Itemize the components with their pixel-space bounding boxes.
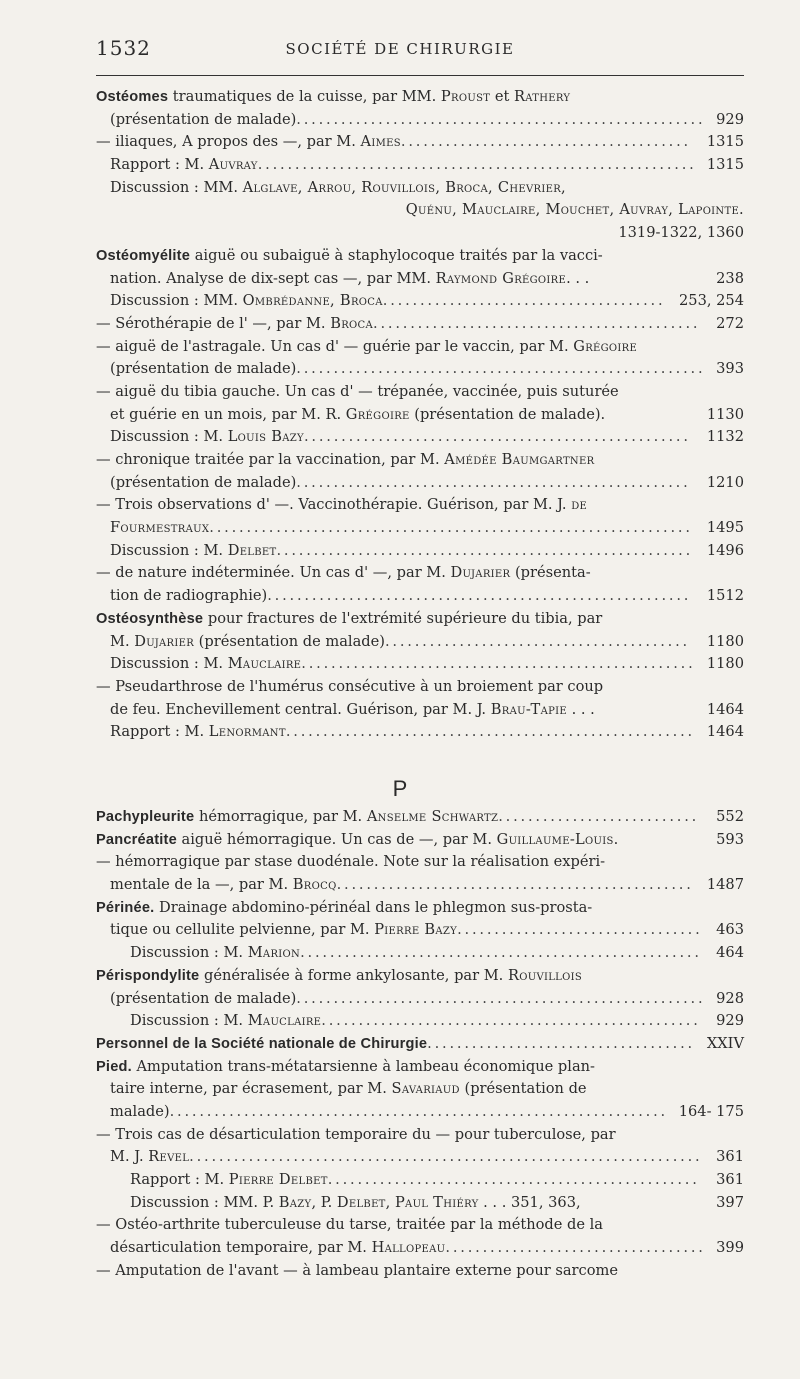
- entry-text: [96, 247, 603, 264]
- entry-fragment: — Trois observations d' —. Vaccinothérapie. Guérison, par M. J.: [96, 496, 572, 514]
- author-name: Ombrédanne, Broca: [242, 292, 383, 310]
- entry-text: [96, 853, 605, 870]
- dot-leader: .................................: [457, 921, 703, 939]
- entry-fragment: . . .: [566, 700, 595, 718]
- entry-text: [96, 133, 691, 150]
- index-term: Ostéosynthèse: [96, 610, 204, 627]
- index-entry-line: [96, 806, 744, 829]
- entry-fragment: et guérie en un mois, par M. R.: [110, 405, 346, 423]
- index-entry-line: [96, 222, 744, 245]
- author-name: Quénu, Mauclaire, Mouchet, Auvray, Lapointe.: [405, 201, 744, 219]
- entry-fragment: Rapport : M.: [110, 156, 209, 174]
- entry-fragment: — chronique traitée par la vaccination, par M.: [96, 451, 445, 468]
- author-name: de: [571, 496, 588, 514]
- entry-fragment: et: [490, 88, 514, 105]
- entry-text: [96, 1262, 618, 1279]
- dot-leader: .........................................................: [267, 587, 692, 605]
- entry-fragment: (présentation de malade): [110, 360, 297, 378]
- index-entry-line: [96, 449, 744, 472]
- page-reference: 928: [716, 989, 744, 1007]
- page-reference: 1315: [706, 133, 744, 151]
- dot-leader: ....................................................: [303, 428, 691, 446]
- index-term: Ostéomes: [96, 89, 169, 105]
- page-reference: 1180: [706, 655, 744, 673]
- index-entry-line: [96, 676, 744, 699]
- index-entry-line: [96, 494, 744, 517]
- index-entry-line: [96, 358, 744, 381]
- index-entry-line: [96, 585, 744, 608]
- entry-fragment: — Pseudarthrose de l'humérus consécutive à un broiement par coup: [96, 677, 604, 695]
- entry-text: [110, 876, 694, 893]
- page-reference: 1464: [706, 723, 744, 741]
- author-name: Guillaume-Louis: [496, 830, 614, 848]
- entry-text: [96, 496, 587, 513]
- author-name: Fourmestraux: [110, 519, 210, 537]
- page-reference: XXIV: [706, 1034, 744, 1052]
- entry-text: [96, 383, 619, 400]
- author-name: Mauclaire: [227, 655, 302, 673]
- author-name: Alglave, Arrou, Rouvillois, Broca, Chevrier,: [242, 178, 566, 196]
- author-name: Amédée Baumgartner: [444, 451, 595, 468]
- page-number: 1532: [96, 36, 151, 60]
- author-name: Hallopeau: [371, 1239, 446, 1257]
- entry-text: [96, 678, 603, 695]
- entry-text: [110, 633, 690, 650]
- dot-leader: .......................................................: [296, 989, 706, 1007]
- entry-text: [96, 1035, 695, 1052]
- author-name: Rouvillois: [507, 966, 583, 984]
- page-reference: 1315: [706, 156, 744, 174]
- index-entry-line: [96, 1010, 744, 1033]
- entry-fragment: de feu. Enchevillement central. Guérison, par M. J.: [110, 700, 491, 718]
- page-reference: 552: [716, 808, 744, 825]
- index-entry-line: [96, 988, 744, 1011]
- entry-fragment: (présentation de malade): [110, 110, 297, 128]
- index-entry-line: [96, 1260, 744, 1283]
- dot-leader: ...........................: [498, 808, 700, 825]
- dot-leader: .................................................................: [209, 519, 693, 537]
- author-name: Grégoire: [573, 337, 638, 355]
- entry-text: [110, 1103, 668, 1120]
- entry-fragment: mentale de la —, par M.: [110, 876, 293, 894]
- page-reference: 361: [716, 1148, 744, 1166]
- page-reference: 1464: [706, 700, 744, 718]
- entry-text: [110, 1148, 702, 1165]
- entry-text: [110, 156, 697, 173]
- page-header: [0, 32, 800, 62]
- page-reference: 929: [716, 1012, 744, 1030]
- page-reference: 929: [716, 110, 744, 128]
- index-entry-line: [96, 1101, 744, 1124]
- entry-fragment: (présentation de malade): [194, 632, 385, 650]
- entry-text: [96, 967, 582, 984]
- page-reference: 399: [716, 1239, 744, 1257]
- entry-fragment: Drainage abdomino-périnéal dans le phlegmon sus-prosta-: [154, 898, 593, 916]
- page-reference: 397: [716, 1193, 744, 1211]
- entry-text: [96, 1058, 595, 1075]
- index-term: Pied.: [96, 1058, 132, 1075]
- entry-fragment: — Trois cas de désarticulation temporaire du — pour tuberculose, par: [96, 1125, 616, 1143]
- index-entry-line: [96, 472, 744, 495]
- entry-text: [96, 88, 570, 105]
- index-entry-line: [96, 829, 744, 852]
- dot-leader: ............................................: [373, 314, 701, 332]
- dot-leader: .......................................................: [296, 110, 706, 128]
- entry-text: [96, 564, 591, 581]
- dot-leader: .......................................: [400, 133, 691, 151]
- entry-fragment: (présentation de malade): [110, 473, 297, 491]
- page-reference: 393: [716, 360, 744, 378]
- dot-leader: .....................................................................: [189, 1148, 703, 1166]
- author-name: Broca: [330, 314, 374, 332]
- index-entry-line: [96, 1033, 744, 1056]
- author-name: Savariaud: [391, 1080, 460, 1098]
- entry-text: [96, 610, 602, 627]
- entry-text: [130, 1194, 581, 1211]
- section-letter: P: [392, 776, 408, 801]
- author-name: Revel: [148, 1148, 190, 1166]
- index-term: Ostéomyélite: [96, 247, 191, 264]
- entry-text: [618, 224, 744, 241]
- entry-fragment: aiguë ou subaiguë à staphylocoque traités par la vacci-: [190, 246, 603, 264]
- entry-fragment: taire interne, par écrasement, par M.: [110, 1080, 392, 1098]
- author-name: Aimes: [360, 133, 401, 151]
- entry-fragment: M.: [110, 632, 135, 650]
- index-entry-line: [96, 653, 744, 676]
- author-name: Delbet: [336, 1193, 386, 1211]
- author-name: Grégoire: [345, 405, 410, 423]
- index-entry-line: [96, 897, 744, 920]
- author-name: Marion: [247, 944, 301, 962]
- header-rule: [96, 75, 744, 76]
- index-entry-line: [96, 874, 744, 897]
- entry-fragment: Discussion : MM.: [110, 292, 243, 310]
- entry-fragment: nation. Analyse de dix-sept cas —, par MM.: [110, 269, 436, 287]
- entry-text: [110, 587, 691, 604]
- page-reference: 238: [716, 269, 744, 287]
- entry-text: [96, 1126, 616, 1143]
- entry-text: [96, 899, 592, 916]
- index-entry-line: [96, 1146, 744, 1169]
- author-name: Anselme Schwartz: [366, 808, 499, 825]
- index-entry-line: [96, 154, 744, 177]
- dot-leader: ......................................................: [300, 944, 702, 962]
- dot-leader: ...................................................: [321, 1012, 701, 1030]
- index-entry-line: [96, 608, 744, 631]
- entry-fragment: Discussion : M.: [110, 541, 228, 559]
- entry-text: [406, 201, 744, 218]
- index-entry-line: [96, 313, 744, 336]
- entry-fragment: tion de radiographie): [110, 587, 268, 605]
- entry-text: [96, 808, 699, 825]
- entry-text: [96, 451, 594, 468]
- index-entry-line: [96, 562, 744, 585]
- page-reference: 1130: [706, 405, 744, 423]
- entry-text: [110, 921, 703, 938]
- author-name: Dujarier: [450, 564, 511, 582]
- entry-fragment: — aiguë du tibia gauche. Un cas d' — trépanée, vaccinée, puis suturée: [96, 382, 619, 400]
- entry-text: [110, 1080, 587, 1097]
- entry-fragment: (présenta-: [510, 564, 591, 582]
- entry-fragment: (présentation de: [459, 1080, 587, 1098]
- dot-leader: ...........................................................: [257, 156, 697, 174]
- author-name: Delbet: [227, 541, 277, 559]
- author-name: Lenormant: [208, 723, 286, 741]
- index-entry-line: [96, 1056, 744, 1079]
- entry-text: [110, 428, 691, 445]
- author-name: Pierre Bazy: [374, 921, 458, 939]
- entry-text: [110, 474, 691, 491]
- entry-fragment: Discussion : M.: [130, 1012, 248, 1030]
- index-entry-line: [96, 1124, 744, 1147]
- running-title: SOCIÉTÉ DE CHIRURGIE: [285, 40, 515, 58]
- index-entry-line: [96, 245, 744, 268]
- author-name: Louis Bazy: [227, 428, 304, 446]
- page-reference: 1180: [706, 632, 744, 650]
- page-reference: 361: [716, 1171, 744, 1188]
- entry-text: [96, 315, 700, 332]
- index-entry-line: [96, 268, 744, 291]
- entry-fragment: Amputation trans-métatarsienne à lambeau économique plan-: [131, 1057, 595, 1075]
- entry-fragment: pour fractures de l'extrémité supérieure du tibia, par: [203, 609, 603, 627]
- entry-fragment: 1319-1322, 1360: [618, 224, 744, 242]
- dot-leader: ........................................................: [276, 541, 694, 559]
- entry-fragment: — aiguë de l'astragale. Un cas d' — guérie par le vaccin, par M.: [96, 337, 574, 355]
- entry-fragment: . . .: [566, 269, 590, 287]
- entry-text: [96, 1216, 603, 1233]
- entry-fragment: .: [613, 830, 619, 848]
- index-entry-line: [96, 1237, 744, 1260]
- entry-text: [130, 944, 702, 961]
- author-name: Proust: [440, 88, 491, 105]
- entry-text: [130, 1012, 701, 1029]
- entry-fragment: tique ou cellulite pelvienne, par M.: [110, 921, 375, 939]
- author-name: Auvray: [208, 156, 258, 174]
- dot-leader: ..................................................: [327, 1171, 700, 1188]
- page-reference: 1132: [706, 428, 744, 446]
- entry-fragment: — de nature indéterminée. Un cas d' —, par M.: [96, 564, 451, 582]
- entry-text: [110, 701, 595, 718]
- entry-fragment: — iliaques, A propos des —, par M.: [96, 133, 361, 151]
- page-reference: 1512: [706, 587, 744, 605]
- index-entry-line: [96, 131, 744, 154]
- index-term: Périspondylite: [96, 967, 200, 984]
- index-entry-line: [96, 86, 744, 109]
- author-name: Raymond Grégoire: [435, 269, 567, 287]
- entry-text: [110, 179, 566, 196]
- entry-text: [110, 542, 693, 559]
- index-entry-line: [96, 109, 744, 132]
- author-name: Dujarier: [134, 632, 195, 650]
- entry-fragment: Discussion : MM. P.: [130, 1193, 279, 1211]
- dot-leader: .......................................................: [296, 360, 706, 378]
- entry-fragment: , P.: [311, 1193, 337, 1211]
- index-entry-line: [96, 919, 744, 942]
- entry-fragment: Rapport : M.: [130, 1171, 229, 1188]
- index-entry-line: [96, 631, 744, 654]
- index-term: Personnel de la Société nationale de Chirurgie: [96, 1035, 428, 1052]
- author-name: Rathery: [514, 88, 571, 105]
- entry-text: [96, 831, 618, 848]
- index-entry-line: [96, 336, 744, 359]
- index-entry-line: [96, 381, 744, 404]
- index-entry-line: [96, 965, 744, 988]
- dot-leader: ....................................: [427, 1034, 695, 1052]
- entry-text: [130, 1171, 700, 1188]
- index-entry-line: [96, 426, 744, 449]
- entry-text: [110, 655, 696, 672]
- entry-text: [110, 111, 705, 128]
- entry-fragment: Discussion : M.: [110, 428, 228, 446]
- index-entry-line: [96, 540, 744, 563]
- author-name: Bazy: [278, 1193, 312, 1211]
- author-name: Pierre Delbet: [228, 1171, 328, 1188]
- entry-fragment: . . . 351, 363,: [478, 1193, 581, 1211]
- author-name: Brau-Tapie: [490, 700, 567, 718]
- page-reference: 164- 175: [678, 1102, 744, 1120]
- dot-leader: ...................................................................: [169, 1102, 669, 1120]
- entry-text: [96, 338, 637, 355]
- index-entry-line: [96, 177, 744, 200]
- entry-text: [110, 406, 605, 423]
- author-name: Mauclaire: [247, 1012, 322, 1030]
- index-term: Pachypleurite: [96, 809, 195, 825]
- index-column-p: [96, 806, 744, 1282]
- entry-text: [110, 360, 705, 377]
- page-reference: 272: [716, 314, 744, 332]
- index-entry-line: [96, 517, 744, 540]
- page-reference: 1496: [706, 541, 744, 559]
- index-entry-line: [96, 942, 744, 965]
- entry-fragment: Rapport : M.: [110, 723, 209, 741]
- entry-fragment: Discussion : M.: [110, 655, 228, 673]
- index-entry-line: [96, 1169, 744, 1192]
- entry-fragment: désarticulation temporaire, par M.: [110, 1239, 372, 1257]
- page-reference: 1495: [706, 519, 744, 537]
- author-name: Paul Thiéry: [394, 1193, 479, 1211]
- page-reference: 593: [716, 830, 744, 848]
- dot-leader: .......................................................: [285, 723, 695, 741]
- dot-leader: .........................................: [384, 632, 690, 650]
- entry-text: [110, 270, 589, 287]
- index-entry-line: [96, 721, 744, 744]
- dot-leader: .....................................................: [296, 473, 691, 491]
- page-reference: 463: [716, 921, 744, 939]
- page-reference: 253, 254: [679, 292, 744, 310]
- index-entry-line: [96, 851, 744, 874]
- entry-fragment: aiguë hémorragique. Un cas de —, par M.: [176, 830, 497, 848]
- entry-fragment: généralisée à forme ankylosante, par M.: [199, 966, 508, 984]
- index-column-o: [96, 86, 744, 744]
- index-entry-line: [96, 290, 744, 313]
- entry-text: [110, 1239, 706, 1256]
- index-entry-line: [96, 699, 744, 722]
- index-entry-line: [96, 404, 744, 427]
- entry-fragment: Discussion : M.: [130, 944, 248, 962]
- page-reference: 464: [716, 944, 744, 962]
- page-reference: 1210: [706, 473, 744, 491]
- entry-fragment: hémorragique, par M.: [194, 808, 367, 825]
- index-term: Périnée.: [96, 899, 155, 916]
- entry-fragment: — Sérothérapie de l' —, par M.: [96, 314, 331, 332]
- entry-text: [110, 990, 705, 1007]
- author-name: Brocq: [292, 876, 337, 894]
- index-term: Pancréatite: [96, 831, 177, 848]
- entry-fragment: (présentation de malade).: [409, 405, 606, 423]
- entry-fragment: — Ostéo-arthrite tuberculeuse du tarse, traitée par la méthode de la: [96, 1216, 603, 1234]
- entry-text: [110, 292, 665, 309]
- index-entry-line: [96, 199, 744, 222]
- entry-text: [110, 519, 693, 536]
- index-entry-line: [96, 1214, 744, 1237]
- entry-fragment: (présentation de malade): [110, 989, 297, 1007]
- entry-fragment: — Amputation de l'avant — à lambeau plantaire externe pour sarcome: [96, 1261, 618, 1279]
- entry-fragment: malade): [110, 1102, 170, 1120]
- dot-leader: ................................................: [336, 876, 694, 894]
- index-entry-line: [96, 1078, 744, 1101]
- entry-fragment: — hémorragique par stase duodénale. Note sur la réalisation expéri-: [96, 853, 606, 871]
- index-entry-line: [96, 1192, 744, 1215]
- dot-leader: ......................................: [382, 292, 666, 310]
- dot-leader: ...................................: [445, 1239, 706, 1257]
- entry-fragment: ,: [385, 1193, 395, 1211]
- entry-fragment: Discussion : MM.: [110, 178, 243, 196]
- entry-fragment: traumatiques de la cuisse, par MM.: [168, 88, 441, 105]
- dot-leader: .....................................................: [301, 655, 696, 673]
- entry-text: [110, 723, 695, 740]
- entry-fragment: M. J.: [110, 1148, 149, 1166]
- page-reference: 1487: [706, 876, 744, 894]
